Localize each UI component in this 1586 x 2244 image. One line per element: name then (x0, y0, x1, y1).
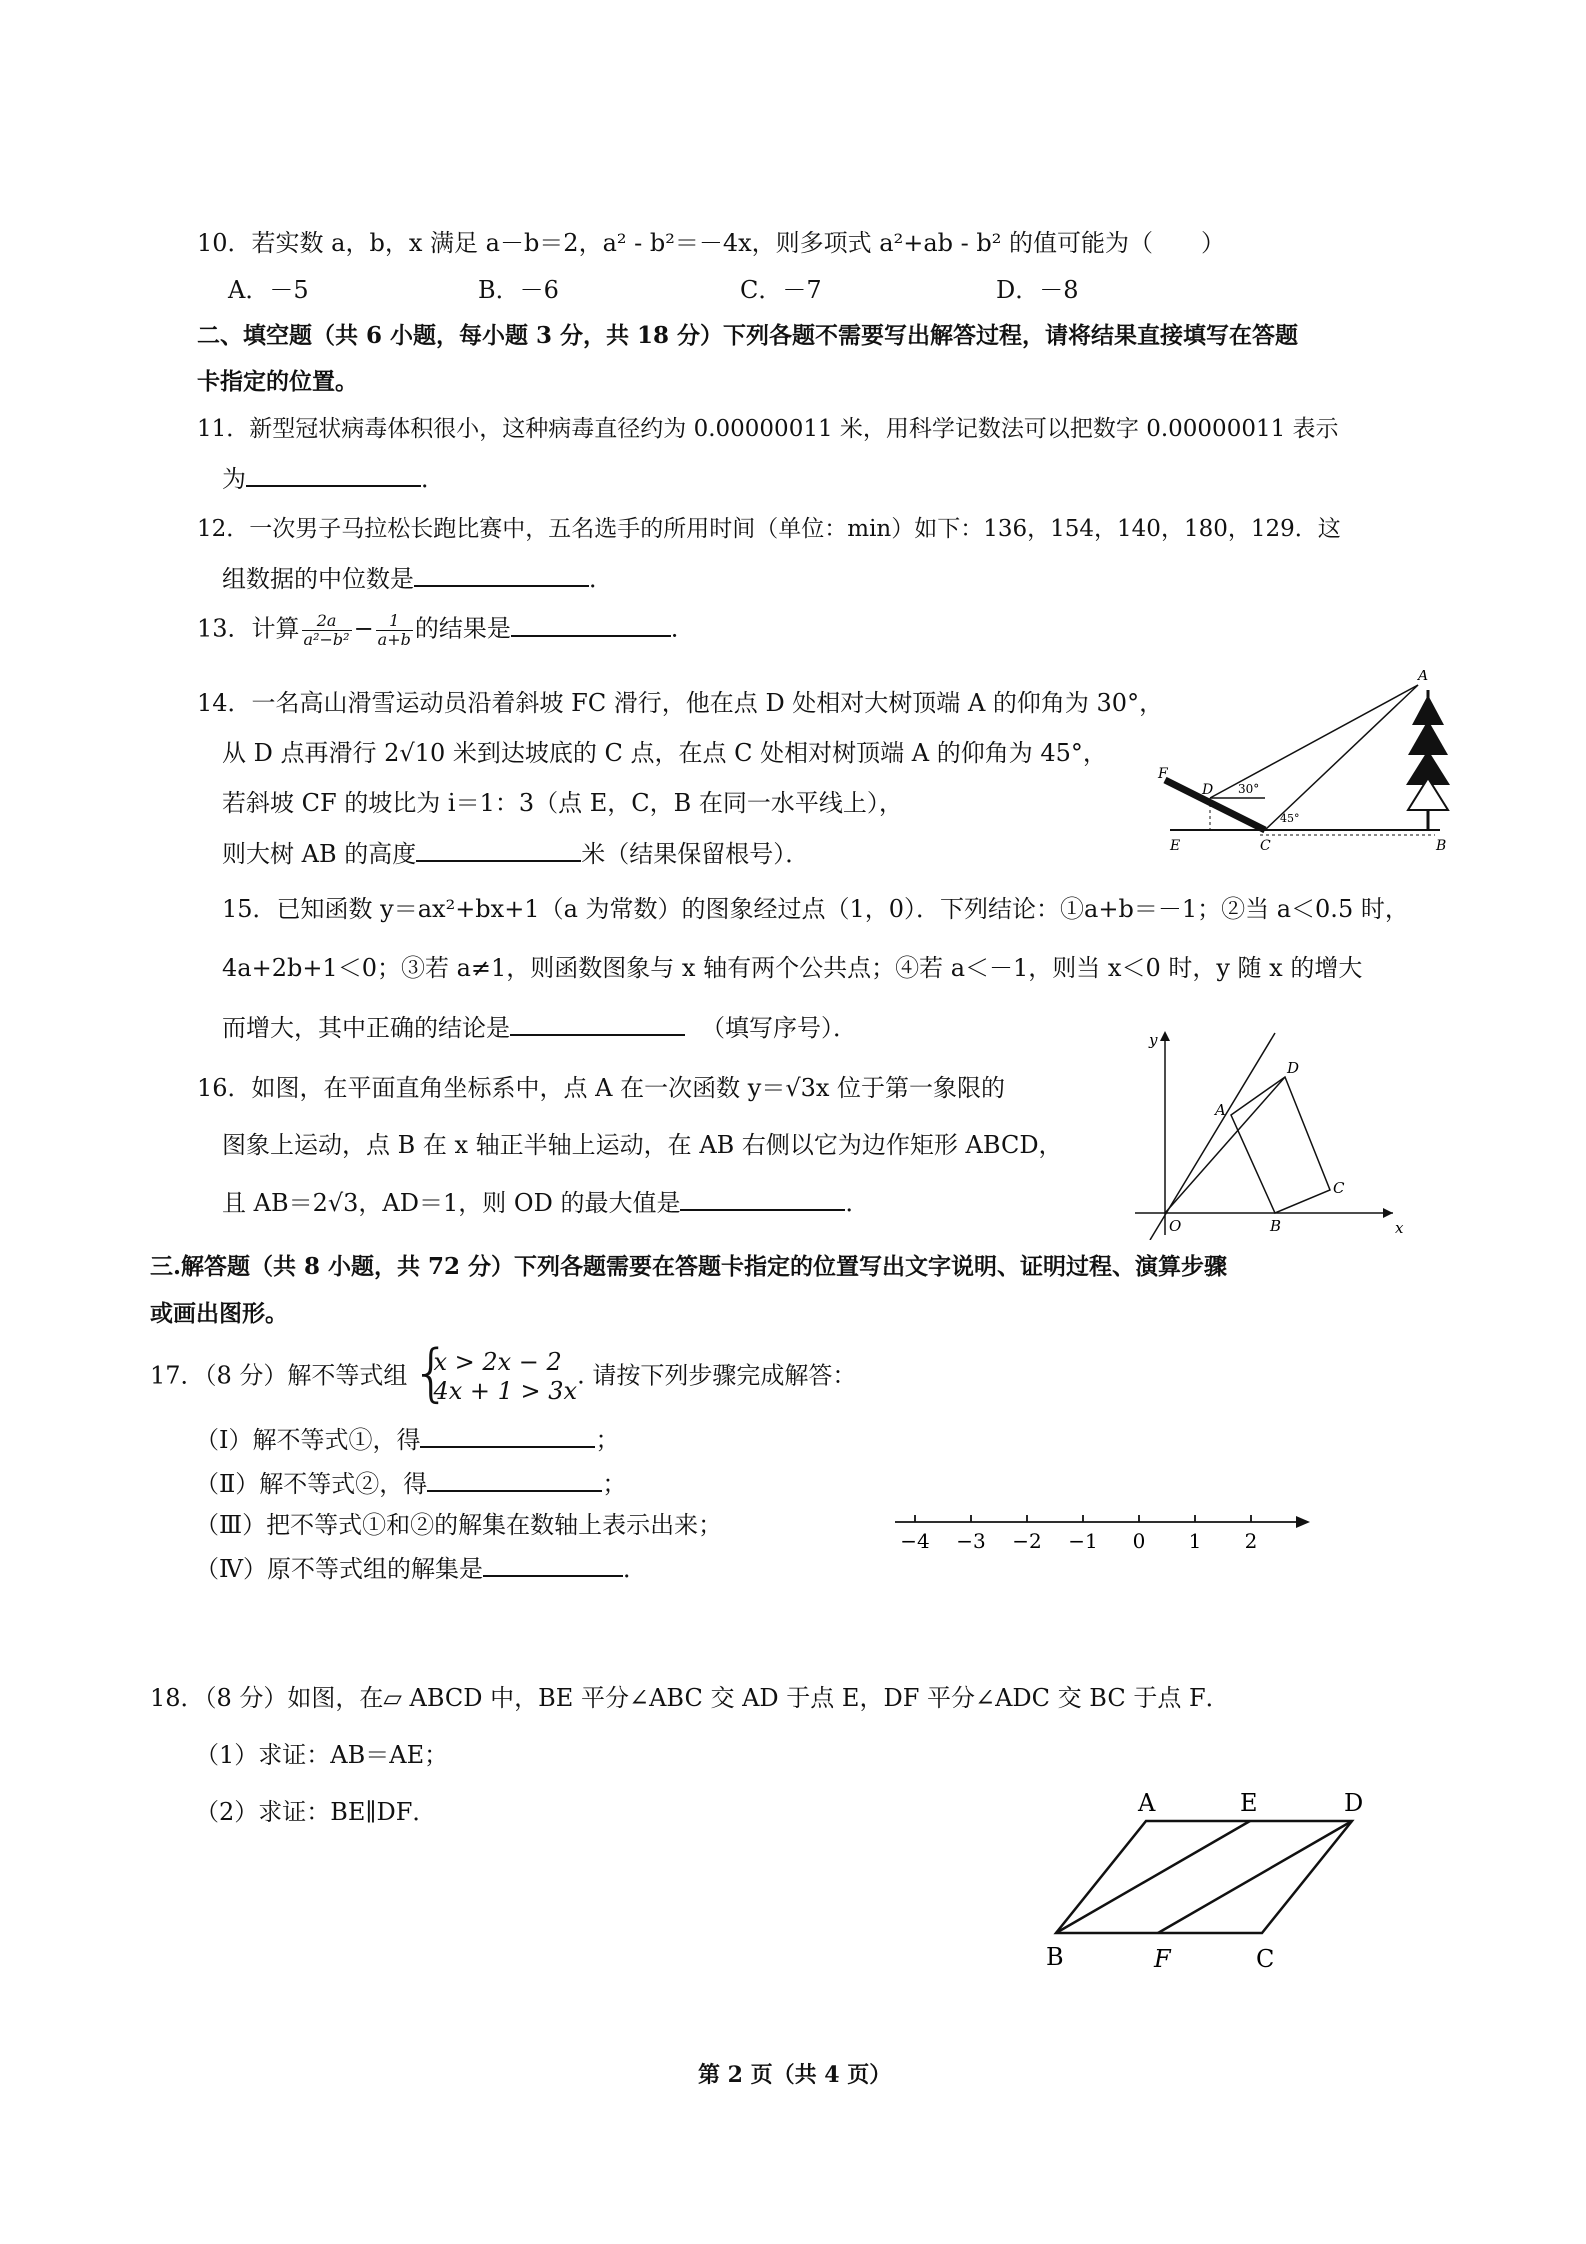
page-footer: 第 2 页（共 4 页） (698, 2062, 892, 2088)
number-line-label: −1 (1068, 1529, 1098, 1553)
number-line-label: 0 (1132, 1529, 1146, 1553)
q14-label-d: D (1202, 782, 1214, 798)
number-line-label: 1 (1188, 1529, 1202, 1553)
q14-label-b: B (1436, 838, 1447, 854)
number-line-label: −4 (900, 1529, 930, 1553)
section3-heading-line1: 三.解答题（共 8 小题，共 72 分）下列各题需要在答题卡指定的位置写出文字说明、证明过程、演算步骤 (150, 1253, 1228, 1280)
q18-line1: 18．（8 分）如图，在▱ ABCD 中，BE 平分∠ABC 交 AD 于点 E，DF 平分∠ADC 交 BC 于点 F． (150, 1684, 1230, 1712)
q10-option-d: D．－8 (996, 276, 1079, 304)
q14-slope-figure (1150, 670, 1460, 855)
number-line-label: −3 (956, 1529, 986, 1553)
q18-label-d: D (1344, 1789, 1364, 1817)
q12-prefix: 组数据的中位数是 (222, 565, 414, 593)
q17-step2-blank[interactable] (427, 1468, 602, 1492)
q15-suffix: （填写序号）． (701, 1014, 857, 1042)
q15-line1: 15．已知函数 y＝ax²+bx+1（a 为常数）的图象经过点（1，0）．下列结论：①a+b＝－1；②当 a＜0.5 时， (222, 895, 1409, 923)
q12-answer-blank[interactable] (414, 563, 589, 587)
q16-suffix: ． (845, 1189, 870, 1217)
q17-step1: （Ⅰ）解不等式①，得 ； (195, 1426, 620, 1454)
q16-label-c: C (1333, 1179, 1345, 1197)
q14-angle-45: 45° (1280, 812, 1300, 825)
q13-line (197, 612, 695, 648)
q13-answer-blank[interactable] (511, 613, 671, 637)
q10-option-a: A．－5 (228, 276, 309, 304)
section2-heading-line1: 二、填空题（共 6 小题，每小题 3 分，共 18 分）下列各题不需要写出解答过程，请将结果直接填写在答题 (197, 322, 1299, 349)
q13-prefix: 13．计算 (197, 614, 300, 643)
q14-line4 (222, 838, 809, 869)
q12-suffix: ． (589, 565, 613, 593)
q16-line1: 16．如图，在平面直角坐标系中，点 A 在一次函数 y＝√3x 位于第一象限的 (197, 1074, 1006, 1102)
q17-step2: （Ⅱ）解不等式②，得 ； (195, 1470, 627, 1498)
q14-line1: 14．一名高山滑雪运动员沿着斜坡 FC 滑行，他在点 D 处相对大树顶端 A 的仰角为 30°， (197, 689, 1164, 717)
q13-fraction-1: $\frac{2a}{\text{a²−b²}}$ (303, 611, 350, 649)
q16-label-y: y (1149, 1031, 1158, 1049)
q18-label-e: E (1240, 1789, 1258, 1817)
q17-number-line (890, 1500, 1320, 1570)
q16-label-b: B (1270, 1217, 1282, 1235)
q18-label-a: A (1138, 1789, 1156, 1817)
q15-line3 (222, 1012, 857, 1043)
q13-fraction-2: $\frac{1}{a+b}$ (377, 611, 411, 649)
q17-inequality-system: { x > 2x − 2 4x + 1 > 3x (411, 1336, 578, 1409)
q17-step1-blank[interactable] (420, 1424, 595, 1448)
q15-prefix: 而增大，其中正确的结论是 (222, 1014, 510, 1042)
q18-part1: （1）求证：AB＝AE； (195, 1741, 449, 1769)
q11-suffix: ． (421, 465, 445, 493)
q11-answer-blank[interactable] (246, 463, 421, 487)
q17-step3: （Ⅲ）把不等式①和②的解集在数轴上表示出来； (195, 1511, 723, 1539)
q18-parallelogram-figure (1040, 1785, 1380, 1985)
q14-angle-30: 30° (1238, 782, 1260, 796)
q17-line (150, 1336, 857, 1409)
q12-line2 (222, 563, 613, 594)
q16-line3 (222, 1187, 869, 1218)
q15-answer-blank[interactable] (510, 1012, 685, 1036)
q18-label-c: C (1256, 1945, 1275, 1973)
q11-line2 (222, 463, 445, 494)
q11-prefix: 为 (222, 465, 246, 493)
section2-heading-line2: 卡指定的位置。 (197, 368, 358, 395)
q17-step4: （Ⅳ）原不等式组的解集是 ． (195, 1555, 647, 1583)
q14-prefix: 则大树 AB 的高度 (222, 840, 417, 868)
q18-label-b: B (1046, 1943, 1064, 1971)
q17-prefix: 17．（8 分）解不等式组 (150, 1361, 408, 1390)
section3-heading-line2: 或画出图形。 (150, 1300, 288, 1327)
q12-line1: 12．一次男子马拉松长跑比赛中，五名选手的所用时间（单位：min）如下：136，154，140，180，129．这 (197, 516, 1341, 542)
q16-label-o: O (1169, 1217, 1182, 1235)
q10-stem: 10．若实数 a，b，x 满足 a－b＝2，a² - b²＝－4x，则多项式 a²+ab - b² 的值可能为（ ） (197, 229, 1225, 257)
q15-line2: 4a+2b+1＜0；③若 a≠1，则函数图象与 x 轴有两个公共点；④若 a＜－1，则当 x＜0 时，y 随 x 的增大 (222, 954, 1363, 982)
q14-answer-blank[interactable] (416, 838, 581, 862)
q16-label-d: D (1287, 1059, 1300, 1077)
q18-label-f: F (1154, 1945, 1171, 1973)
q16-label-x: x (1395, 1219, 1404, 1237)
q16-coordinate-figure (1125, 1025, 1410, 1240)
q13-middle: 的结果是 (414, 614, 511, 643)
q14-line2: 从 D 点再滑行 2√10 米到达坡底的 C 点，在点 C 处相对树顶端 A 的仰角为 45°， (222, 739, 1107, 767)
q14-label-e: E (1170, 838, 1181, 854)
q17-suffix: . 请按下列步骤完成解答： (577, 1361, 857, 1390)
q14-line3: 若斜坡 CF 的坡比为 i＝1：3（点 E，C，B 在同一水平线上）， (222, 789, 903, 817)
q10-option-b: B．－6 (478, 276, 559, 304)
q16-prefix: 且 AB＝2√3，AD＝1，则 OD 的最大值是 (222, 1189, 681, 1217)
q18-part2: （2）求证：BE∥DF． (195, 1798, 437, 1826)
q14-label-c: C (1260, 838, 1271, 854)
q14-label-a: A (1418, 670, 1429, 684)
q17-step4-blank[interactable] (483, 1553, 623, 1577)
number-line-label: −2 (1012, 1529, 1042, 1553)
q13-suffix: ． (670, 614, 695, 643)
q14-label-f: F (1158, 766, 1168, 782)
q14-suffix: 米（结果保留根号）． (581, 840, 810, 868)
q10-option-c: C．－7 (740, 276, 822, 304)
q16-answer-blank[interactable] (680, 1187, 845, 1211)
number-line-label: 2 (1244, 1529, 1258, 1553)
q13-minus: − (353, 614, 374, 643)
q16-line2: 图象上运动，点 B 在 x 轴正半轴上运动，在 AB 右侧以它为边作矩形 ABCD， (222, 1131, 1063, 1159)
q16-label-a: A (1215, 1101, 1226, 1119)
q11-line1: 11．新型冠状病毒体积很小，这种病毒直径约为 0.00000011 米，用科学记数法可以把数字 0.00000011 表示 (197, 416, 1339, 442)
